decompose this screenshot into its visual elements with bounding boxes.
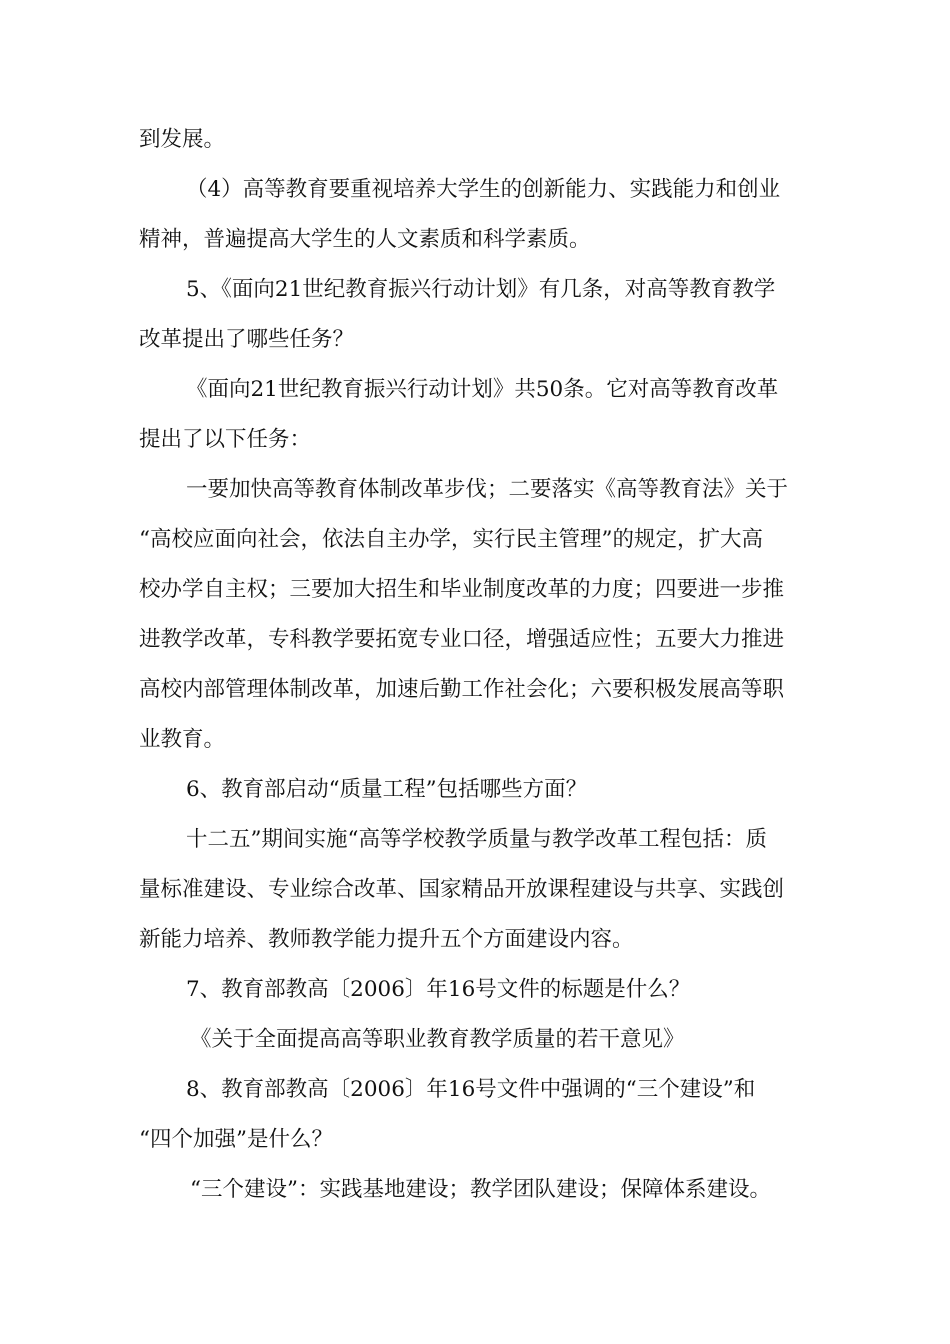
text-line: 精神，普遍提高大学生的人文素质和科学素质。 [139,227,591,252]
question-heading: 6、教育部启动“质量工程”包括哪些方面？ [186,777,588,802]
question-heading: 8、教育部教高〔2006〕年16号文件中强调的“三个建设”和 [186,1077,756,1102]
text-line: 新能力培养、教师教学能力提升五个方面建设内容。 [139,927,634,952]
text-line: 一要加快高等教育体制改革步伐；二要落实《高等教育法》关于 [186,477,789,502]
text-line: 《面向21世纪教育振兴行动计划》共50条。它对高等教育改革 [186,377,779,402]
question-heading: 7、教育部教高〔2006〕年16号文件的标题是什么？ [186,977,691,1002]
text-line: 改革提出了哪些任务？ [139,327,355,352]
text-line: 提出了以下任务： [139,427,312,452]
text-line: 量标准建设、专业综合改革、国家精品开放课程建设与共享、实践创 [139,877,785,902]
text-line: （4）高等教育要重视培养大学生的创新能力、实践能力和创业 [186,177,781,202]
text-line: “三个建设”：实践基地建设；教学团队建设；保障体系建设。 [190,1177,771,1202]
question-heading: 5、《面向21世纪教育振兴行动计划》有几条，对高等教育教学 [186,277,776,302]
text-line: 到发展。 [139,127,226,152]
text-line: 业教育。 [139,727,226,752]
text-line: 《关于全面提高高等职业教育教学质量的若干意见》 [190,1027,685,1052]
text-line: 进教学改革，专科教学要拓宽专业口径，增强适应性；五要大力推进 [139,627,785,652]
text-line: “四个加强”是什么？ [139,1127,333,1152]
text-line: “高校应面向社会，依法自主办学，实行民主管理”的规定，扩大高 [139,527,763,552]
text-line: 十二五”期间实施“高等学校教学质量与教学改革工程包括：质 [186,827,767,852]
text-line: 校办学自主权；三要加大招生和毕业制度改革的力度；四要进一步推 [139,577,785,602]
text-line: 高校内部管理体制改革，加速后勤工作社会化；六要积极发展高等职 [139,677,785,702]
